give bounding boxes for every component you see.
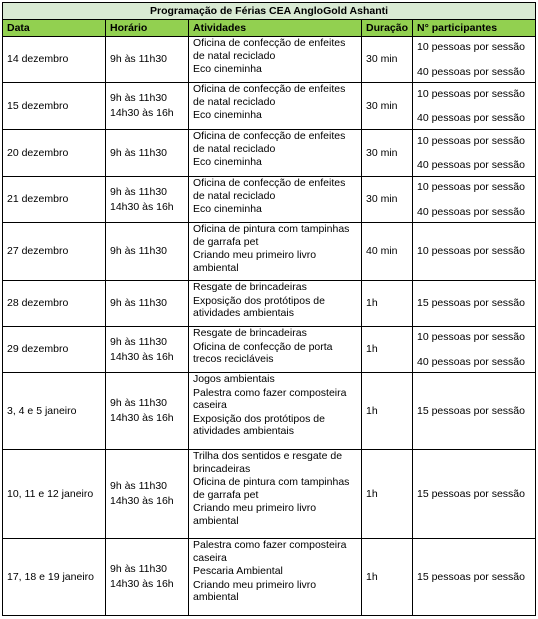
participants-item: 10 pessoas por sessão xyxy=(417,331,525,343)
cell-activities xyxy=(189,177,362,223)
cell-participants xyxy=(413,37,536,83)
cell-activities xyxy=(189,281,362,327)
cell-participants xyxy=(413,83,536,130)
participants-item: 10 pessoas por sessão xyxy=(417,87,525,100)
cell-activities xyxy=(189,223,362,281)
activity-item: Jogos ambientais xyxy=(193,373,275,385)
cell-activities xyxy=(189,83,362,130)
cell-participants xyxy=(413,373,536,450)
cell-activities xyxy=(189,373,362,450)
time-slot: 9h às 11h30 xyxy=(110,146,168,159)
activity-item: Eco cineminha xyxy=(193,63,262,75)
cell-duration: 30 min xyxy=(362,177,413,223)
time-slot: 9h às 11h30 xyxy=(110,185,168,198)
header-atividades: Atividades xyxy=(189,20,362,37)
cell-duration: 1h xyxy=(362,327,413,373)
activity-item: Oficina de pintura com tampinhas de garrafa pet xyxy=(193,223,350,248)
cell-duration: 1h xyxy=(362,373,413,450)
time-slot: 14h30 às 16h xyxy=(110,412,174,424)
cell-time xyxy=(106,37,189,83)
participants-item: 40 pessoas por sessão xyxy=(417,112,525,124)
cell-participants xyxy=(413,223,536,281)
cell-duration: 30 min xyxy=(362,83,413,130)
participants-item: 15 pessoas por sessão xyxy=(417,297,525,310)
time-slot: 9h às 11h30 xyxy=(110,397,168,409)
header-duracao: Duração xyxy=(362,20,413,37)
table-row xyxy=(3,223,536,281)
cell-date: 14 dezembro xyxy=(3,37,106,83)
participants-item: 40 pessoas por sessão xyxy=(417,355,525,368)
cell-date: 3, 4 e 5 janeiro xyxy=(3,373,106,450)
time-slot: 9h às 11h30 xyxy=(110,297,168,309)
participants-item: 40 pessoas por sessão xyxy=(417,205,525,218)
cell-time xyxy=(106,450,189,539)
time-slot: 9h às 11h30 xyxy=(110,53,168,65)
time-slot: 14h30 às 16h xyxy=(110,200,174,213)
activity-item: Oficina de confecção de enfeites de natal reciclado xyxy=(193,37,346,62)
activity-item: Oficina de confecção de porta trecos recicláveis xyxy=(193,340,333,365)
activity-item: Palestra como fazer composteira caseira xyxy=(193,539,347,564)
cell-date: 15 dezembro xyxy=(3,83,106,130)
table-row xyxy=(3,450,536,539)
participants-item: 10 pessoas por sessão xyxy=(417,181,525,193)
cell-date: 10, 11 e 12 janeiro xyxy=(3,450,106,539)
cell-participants xyxy=(413,327,536,373)
cell-participants xyxy=(413,281,536,327)
cell-time xyxy=(106,373,189,450)
cell-duration: 30 min xyxy=(362,130,413,177)
cell-date: 27 dezembro xyxy=(3,223,106,281)
activity-item: Palestra como fazer composteira caseira xyxy=(193,386,347,411)
cell-time xyxy=(106,327,189,373)
spacer xyxy=(417,100,531,112)
header-row xyxy=(3,20,536,37)
activity-item: Trilha dos sentidos e resgate de brincadeiras xyxy=(193,450,343,475)
time-slot: 9h às 11h30 xyxy=(110,480,168,492)
activity-item: Oficina de confecção de enfeites de natal reciclado xyxy=(193,177,346,202)
cell-activities xyxy=(189,130,362,177)
header-data: Data xyxy=(3,20,106,37)
table-row xyxy=(3,539,536,616)
activity-item: Exposição dos protótipos de atividades ambientais xyxy=(193,412,325,437)
activity-item: Oficina de confecção de enfeites de natal reciclado xyxy=(193,130,346,155)
time-slot: 9h às 11h30 xyxy=(110,563,168,575)
table-row xyxy=(3,37,536,83)
cell-time xyxy=(106,223,189,281)
activity-item: Resgate de brincadeiras xyxy=(193,327,307,339)
cell-participants xyxy=(413,130,536,177)
table-row xyxy=(3,373,536,450)
table-row xyxy=(3,327,536,373)
cell-duration: 1h xyxy=(362,281,413,327)
activity-item: Pescaria Ambiental xyxy=(193,565,283,577)
header-participantes: N° participantes xyxy=(413,20,536,37)
cell-participants xyxy=(413,450,536,539)
cell-duration: 1h xyxy=(362,539,413,616)
cell-date: 21 dezembro xyxy=(3,177,106,223)
table-row xyxy=(3,83,536,130)
activity-item: Criando meu primeiro livro ambiental xyxy=(193,578,317,603)
activity-item: Oficina de pintura com tampinhas de garrafa pet xyxy=(193,476,350,501)
participants-item: 40 pessoas por sessão xyxy=(417,65,525,78)
cell-activities xyxy=(189,327,362,373)
time-slot: 9h às 11h30 xyxy=(110,335,168,348)
activity-item: Eco cineminha xyxy=(193,203,262,215)
participants-item: 15 pessoas por sessão xyxy=(417,487,525,500)
activity-item: Resgate de brincadeiras xyxy=(193,281,307,293)
cell-activities xyxy=(189,450,362,539)
time-slot: 14h30 às 16h xyxy=(110,495,174,507)
table-row xyxy=(3,177,536,223)
activity-item: Exposição dos protótipos de atividades ambientais xyxy=(193,294,325,319)
cell-participants xyxy=(413,177,536,223)
cell-duration: 1h xyxy=(362,450,413,539)
cell-activities xyxy=(189,37,362,83)
spacer xyxy=(417,54,531,66)
spacer xyxy=(417,344,531,356)
participants-item: 10 pessoas por sessão xyxy=(417,134,525,147)
activity-item: Criando meu primeiro livro ambiental xyxy=(193,249,317,274)
cell-time xyxy=(106,281,189,327)
spacer xyxy=(417,194,531,206)
participants-item: 10 pessoas por sessão xyxy=(417,41,525,53)
table-row xyxy=(3,281,536,327)
time-slot: 14h30 às 16h xyxy=(110,107,174,119)
time-slot: 14h30 às 16h xyxy=(110,578,174,590)
cell-date: 28 dezembro xyxy=(3,281,106,327)
spacer xyxy=(417,147,531,159)
participants-item: 40 pessoas por sessão xyxy=(417,159,525,171)
activity-item: Eco cineminha xyxy=(193,109,262,121)
cell-activities xyxy=(189,539,362,616)
cell-date: 20 dezembro xyxy=(3,130,106,177)
cell-date: 29 dezembro xyxy=(3,327,106,373)
cell-duration: 30 min xyxy=(362,37,413,83)
participants-item: 15 pessoas por sessão xyxy=(417,404,525,417)
cell-participants xyxy=(413,539,536,616)
time-slot: 9h às 11h30 xyxy=(110,245,168,257)
cell-time xyxy=(106,83,189,130)
cell-time xyxy=(106,130,189,177)
header-horario: Horário xyxy=(106,20,189,37)
cell-time xyxy=(106,539,189,616)
activity-item: Criando meu primeiro livro ambiental xyxy=(193,502,317,527)
time-slot: 9h às 11h30 xyxy=(110,92,168,104)
cell-duration: 40 min xyxy=(362,223,413,281)
table-title: Programação de Férias CEA AngloGold Ashanti xyxy=(3,3,536,20)
activity-item: Oficina de confecção de enfeites de natal reciclado xyxy=(193,83,346,108)
cell-date: 17, 18 e 19 janeiro xyxy=(3,539,106,616)
schedule-table xyxy=(2,2,536,616)
participants-item: 15 pessoas por sessão xyxy=(417,570,525,583)
participants-item: 10 pessoas por sessão xyxy=(417,245,525,258)
activity-item: Eco cineminha xyxy=(193,156,262,168)
table-row xyxy=(3,130,536,177)
time-slot: 14h30 às 16h xyxy=(110,350,174,363)
cell-time xyxy=(106,177,189,223)
